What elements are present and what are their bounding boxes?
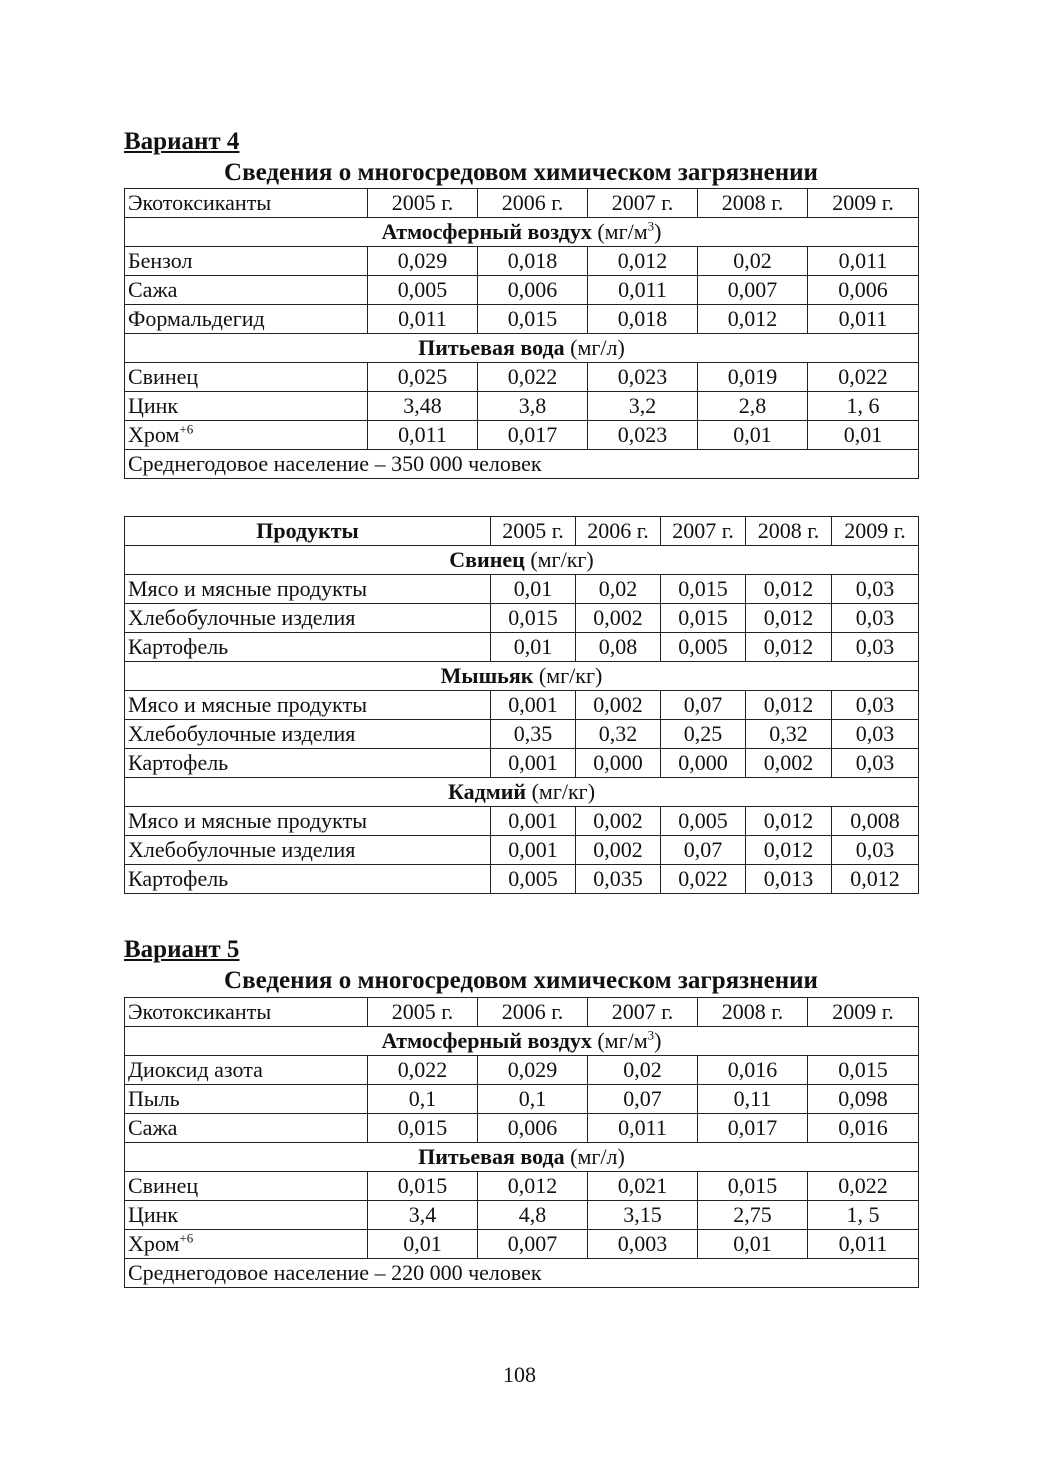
row-label: Диоксид азота xyxy=(125,1056,368,1085)
table-cell: 3,15 xyxy=(588,1201,698,1230)
row-label: Формальдегид xyxy=(125,305,368,334)
table-cell: 0,25 xyxy=(661,720,746,749)
table-cell: 0,002 xyxy=(576,836,661,865)
table-cell: 0,098 xyxy=(808,1085,919,1114)
table-cell: 0,002 xyxy=(576,604,661,633)
table-cell: 0,006 xyxy=(478,1114,588,1143)
table-row xyxy=(125,1085,919,1114)
variant-4-subtitle: Сведения о многосредовом химическом загрязнении xyxy=(224,159,818,186)
table-cell: 0,011 xyxy=(368,421,478,450)
table-cell: 0,019 xyxy=(698,363,808,392)
table-cell: 0,015 xyxy=(478,305,588,334)
footer-row xyxy=(125,450,919,479)
table-cell: 0,023 xyxy=(588,363,698,392)
row-label-superscript: +6 xyxy=(179,1230,194,1246)
table-cell: 0,012 xyxy=(832,865,919,894)
table-cell: 3,2 xyxy=(588,392,698,421)
table-cell: 0,35 xyxy=(491,720,576,749)
table-cell: 0,07 xyxy=(588,1085,698,1114)
year-header: 2007 г. xyxy=(588,998,698,1027)
year-header: 2006 г. xyxy=(576,517,661,546)
table-cell: 0,002 xyxy=(576,807,661,836)
table-cell: 0,011 xyxy=(808,1230,919,1259)
table-cell: 0,32 xyxy=(576,720,661,749)
table-cell: 0,001 xyxy=(491,691,576,720)
section-unit: (мг/м xyxy=(597,219,648,244)
table-cell: 1, 6 xyxy=(808,392,919,421)
table-cell: 0,001 xyxy=(491,749,576,778)
section-name: Атмосферный воздух xyxy=(381,1028,592,1053)
table-cell: 0,018 xyxy=(478,247,588,276)
table-header-row xyxy=(125,517,919,546)
row-label: Цинк xyxy=(125,1201,368,1230)
section-name: Питьевая вода xyxy=(418,1144,565,1169)
table-cell: 0,018 xyxy=(588,305,698,334)
row-label: Свинец xyxy=(125,1172,368,1201)
year-header: 2009 г. xyxy=(832,517,919,546)
table-row xyxy=(125,392,919,421)
table-cell: 0,035 xyxy=(576,865,661,894)
unit-superscript: 3 xyxy=(647,1027,655,1043)
row-label: Пыль xyxy=(125,1085,368,1114)
table-cell: 2,75 xyxy=(698,1201,808,1230)
table-cell: 0,006 xyxy=(478,276,588,305)
population-note: Среднегодовое население – 220 000 человек xyxy=(125,1259,919,1288)
table-row xyxy=(125,749,919,778)
row-label-text: Хром xyxy=(128,422,180,447)
table-cell: 0,005 xyxy=(661,633,746,662)
table-cell: 0,01 xyxy=(698,1230,808,1259)
table-row xyxy=(125,1201,919,1230)
table-cell: 0,02 xyxy=(576,575,661,604)
section-row-arsenic xyxy=(125,662,919,691)
section-unit: (мг/л) xyxy=(570,335,625,360)
section-title xyxy=(125,1143,919,1172)
table-cell: 0,008 xyxy=(832,807,919,836)
table-cell: 0,07 xyxy=(661,691,746,720)
table-cell: 0,03 xyxy=(832,691,919,720)
table-cell: 3,8 xyxy=(478,392,588,421)
row-label: Сажа xyxy=(125,1114,368,1143)
col-header: Экотоксиканты xyxy=(125,189,368,218)
section-row-cadmium xyxy=(125,778,919,807)
table-cell: 0,07 xyxy=(661,836,746,865)
year-header: 2008 г. xyxy=(698,189,808,218)
section-name: Питьевая вода xyxy=(418,335,565,360)
table-row xyxy=(125,1114,919,1143)
table-cell: 0,005 xyxy=(661,807,746,836)
table-cell: 0,001 xyxy=(491,807,576,836)
col-header: Продукты xyxy=(125,517,491,546)
table-row xyxy=(125,247,919,276)
variant-5-table xyxy=(124,997,919,1288)
table-row xyxy=(125,604,919,633)
variant-4-heading: Вариант 4 xyxy=(124,128,240,155)
page-number: 108 xyxy=(503,1362,536,1387)
year-header: 2005 г. xyxy=(491,517,576,546)
table-cell: 0,011 xyxy=(808,305,919,334)
products-table xyxy=(124,516,919,894)
section-row-lead xyxy=(125,546,919,575)
table-cell: 0,011 xyxy=(808,247,919,276)
table-cell: 0,017 xyxy=(478,421,588,450)
table-cell: 0,001 xyxy=(491,836,576,865)
footer-row xyxy=(125,1259,919,1288)
table-cell: 0,022 xyxy=(808,1172,919,1201)
table-row xyxy=(125,836,919,865)
table-cell: 0,32 xyxy=(746,720,832,749)
table-row xyxy=(125,1230,919,1259)
table-cell: 0,000 xyxy=(576,749,661,778)
table-row xyxy=(125,276,919,305)
table-cell: 0,022 xyxy=(808,363,919,392)
row-label: Хлебобулочные изделия xyxy=(125,720,491,749)
section-name: Свинец xyxy=(449,547,525,572)
table-row xyxy=(125,807,919,836)
section-title xyxy=(125,546,919,575)
table-cell: 1, 5 xyxy=(808,1201,919,1230)
row-label: Картофель xyxy=(125,633,491,662)
table-cell: 0,03 xyxy=(832,575,919,604)
year-header: 2009 г. xyxy=(808,998,919,1027)
table-cell: 0,002 xyxy=(746,749,832,778)
table-cell: 0,007 xyxy=(698,276,808,305)
table-row xyxy=(125,1172,919,1201)
table-cell: 0,011 xyxy=(588,1114,698,1143)
table-header-row xyxy=(125,998,919,1027)
table-row xyxy=(125,720,919,749)
table-cell: 3,4 xyxy=(368,1201,478,1230)
row-label: Мясо и мясные продукты xyxy=(125,691,491,720)
table-cell: 0,02 xyxy=(588,1056,698,1085)
table-row xyxy=(125,865,919,894)
unit-superscript: 3 xyxy=(647,218,655,234)
table-cell: 0,022 xyxy=(478,363,588,392)
table-cell: 0,011 xyxy=(588,276,698,305)
table-cell: 0,003 xyxy=(588,1230,698,1259)
section-unit: (мг/кг) xyxy=(531,779,596,804)
table-cell: 0,03 xyxy=(832,836,919,865)
table-cell: 0,015 xyxy=(491,604,576,633)
table-cell: 0,015 xyxy=(661,575,746,604)
row-label: Мясо и мясные продукты xyxy=(125,575,491,604)
table-cell: 0,03 xyxy=(832,633,919,662)
table-cell: 0,017 xyxy=(698,1114,808,1143)
table-cell: 0,012 xyxy=(746,575,832,604)
table-cell: 0,023 xyxy=(588,421,698,450)
table-cell: 0,1 xyxy=(368,1085,478,1114)
year-header: 2008 г. xyxy=(698,998,808,1027)
table-cell: 0,1 xyxy=(478,1085,588,1114)
table-cell: 0,005 xyxy=(491,865,576,894)
variant-4-table xyxy=(124,188,919,479)
section-unit: (мг/кг) xyxy=(530,547,594,572)
table-cell: 2,8 xyxy=(698,392,808,421)
row-label: Картофель xyxy=(125,865,491,894)
table-cell: 0,029 xyxy=(368,247,478,276)
table-cell: 0,01 xyxy=(368,1230,478,1259)
section-unit-close: ) xyxy=(654,219,662,244)
section-unit: (мг/л) xyxy=(570,1144,625,1169)
section-row-water xyxy=(125,334,919,363)
table-cell: 0,022 xyxy=(661,865,746,894)
table-cell: 0,013 xyxy=(746,865,832,894)
table-cell: 0,007 xyxy=(478,1230,588,1259)
row-label: Мясо и мясные продукты xyxy=(125,807,491,836)
year-header: 2006 г. xyxy=(478,189,588,218)
table-cell: 0,01 xyxy=(491,633,576,662)
table-cell: 0,01 xyxy=(698,421,808,450)
row-label: Хлебобулочные изделия xyxy=(125,604,491,633)
variant-5-subtitle: Сведения о многосредовом химическом загрязнении xyxy=(224,967,818,994)
table-cell: 4,8 xyxy=(478,1201,588,1230)
population-note: Среднегодовое население – 350 000 человек xyxy=(125,450,919,479)
row-label: Сажа xyxy=(125,276,368,305)
table-cell: 0,02 xyxy=(698,247,808,276)
table-cell: 0,012 xyxy=(746,691,832,720)
table-cell: 0,012 xyxy=(746,604,832,633)
table-cell: 0,016 xyxy=(808,1114,919,1143)
table-cell: 0,08 xyxy=(576,633,661,662)
row-label-text: Хром xyxy=(128,1231,180,1256)
row-label: Бензол xyxy=(125,247,368,276)
table-cell: 0,000 xyxy=(661,749,746,778)
table-cell: 0,012 xyxy=(698,305,808,334)
table-cell: 0,11 xyxy=(698,1085,808,1114)
row-label xyxy=(125,421,368,450)
year-header: 2005 г. xyxy=(368,998,478,1027)
table-cell: 0,015 xyxy=(368,1114,478,1143)
table-row xyxy=(125,363,919,392)
table-cell: 0,029 xyxy=(478,1056,588,1085)
section-title xyxy=(125,218,919,247)
year-header: 2009 г. xyxy=(808,189,919,218)
section-name: Кадмий xyxy=(447,779,527,804)
section-row-water xyxy=(125,1143,919,1172)
table-row xyxy=(125,575,919,604)
table-cell: 0,012 xyxy=(746,836,832,865)
table-cell: 0,015 xyxy=(698,1172,808,1201)
row-label: Свинец xyxy=(125,363,368,392)
variant-5-heading: Вариант 5 xyxy=(124,936,240,963)
table-row xyxy=(125,305,919,334)
year-header: 2006 г. xyxy=(478,998,588,1027)
table-cell: 0,012 xyxy=(478,1172,588,1201)
table-cell: 0,021 xyxy=(588,1172,698,1201)
year-header: 2008 г. xyxy=(746,517,832,546)
section-row-air xyxy=(125,218,919,247)
table-cell: 0,015 xyxy=(661,604,746,633)
table-cell: 0,006 xyxy=(808,276,919,305)
table-cell: 0,025 xyxy=(368,363,478,392)
table-cell: 3,48 xyxy=(368,392,478,421)
row-label: Хлебобулочные изделия xyxy=(125,836,491,865)
table-cell: 0,022 xyxy=(368,1056,478,1085)
table-cell: 0,002 xyxy=(576,691,661,720)
row-label xyxy=(125,1230,368,1259)
row-label: Картофель xyxy=(125,749,491,778)
section-title xyxy=(125,1027,919,1056)
table-cell: 0,015 xyxy=(808,1056,919,1085)
table-cell: 0,016 xyxy=(698,1056,808,1085)
row-label-superscript: +6 xyxy=(179,421,194,437)
section-name: Атмосферный воздух xyxy=(381,219,592,244)
section-unit: (мг/кг) xyxy=(538,663,603,688)
table-cell: 0,03 xyxy=(832,720,919,749)
table-cell: 0,01 xyxy=(491,575,576,604)
row-label: Цинк xyxy=(125,392,368,421)
table-cell: 0,03 xyxy=(832,604,919,633)
year-header: 2007 г. xyxy=(661,517,746,546)
section-name: Мышьяк xyxy=(440,663,534,688)
table-cell: 0,01 xyxy=(808,421,919,450)
table-row xyxy=(125,633,919,662)
col-header: Экотоксиканты xyxy=(125,998,368,1027)
table-cell: 0,012 xyxy=(746,633,832,662)
table-cell: 0,012 xyxy=(588,247,698,276)
table-cell: 0,012 xyxy=(746,807,832,836)
table-cell: 0,011 xyxy=(368,305,478,334)
section-unit: (мг/м xyxy=(597,1028,648,1053)
section-unit-close: ) xyxy=(654,1028,662,1053)
table-cell: 0,005 xyxy=(368,276,478,305)
table-row xyxy=(125,1056,919,1085)
section-title xyxy=(125,334,919,363)
table-row xyxy=(125,421,919,450)
table-cell: 0,015 xyxy=(368,1172,478,1201)
year-header: 2005 г. xyxy=(368,189,478,218)
year-header: 2007 г. xyxy=(588,189,698,218)
section-row-air xyxy=(125,1027,919,1056)
table-cell: 0,03 xyxy=(832,749,919,778)
section-title xyxy=(125,662,919,691)
table-row xyxy=(125,691,919,720)
table-header-row xyxy=(125,189,919,218)
section-title xyxy=(125,778,919,807)
